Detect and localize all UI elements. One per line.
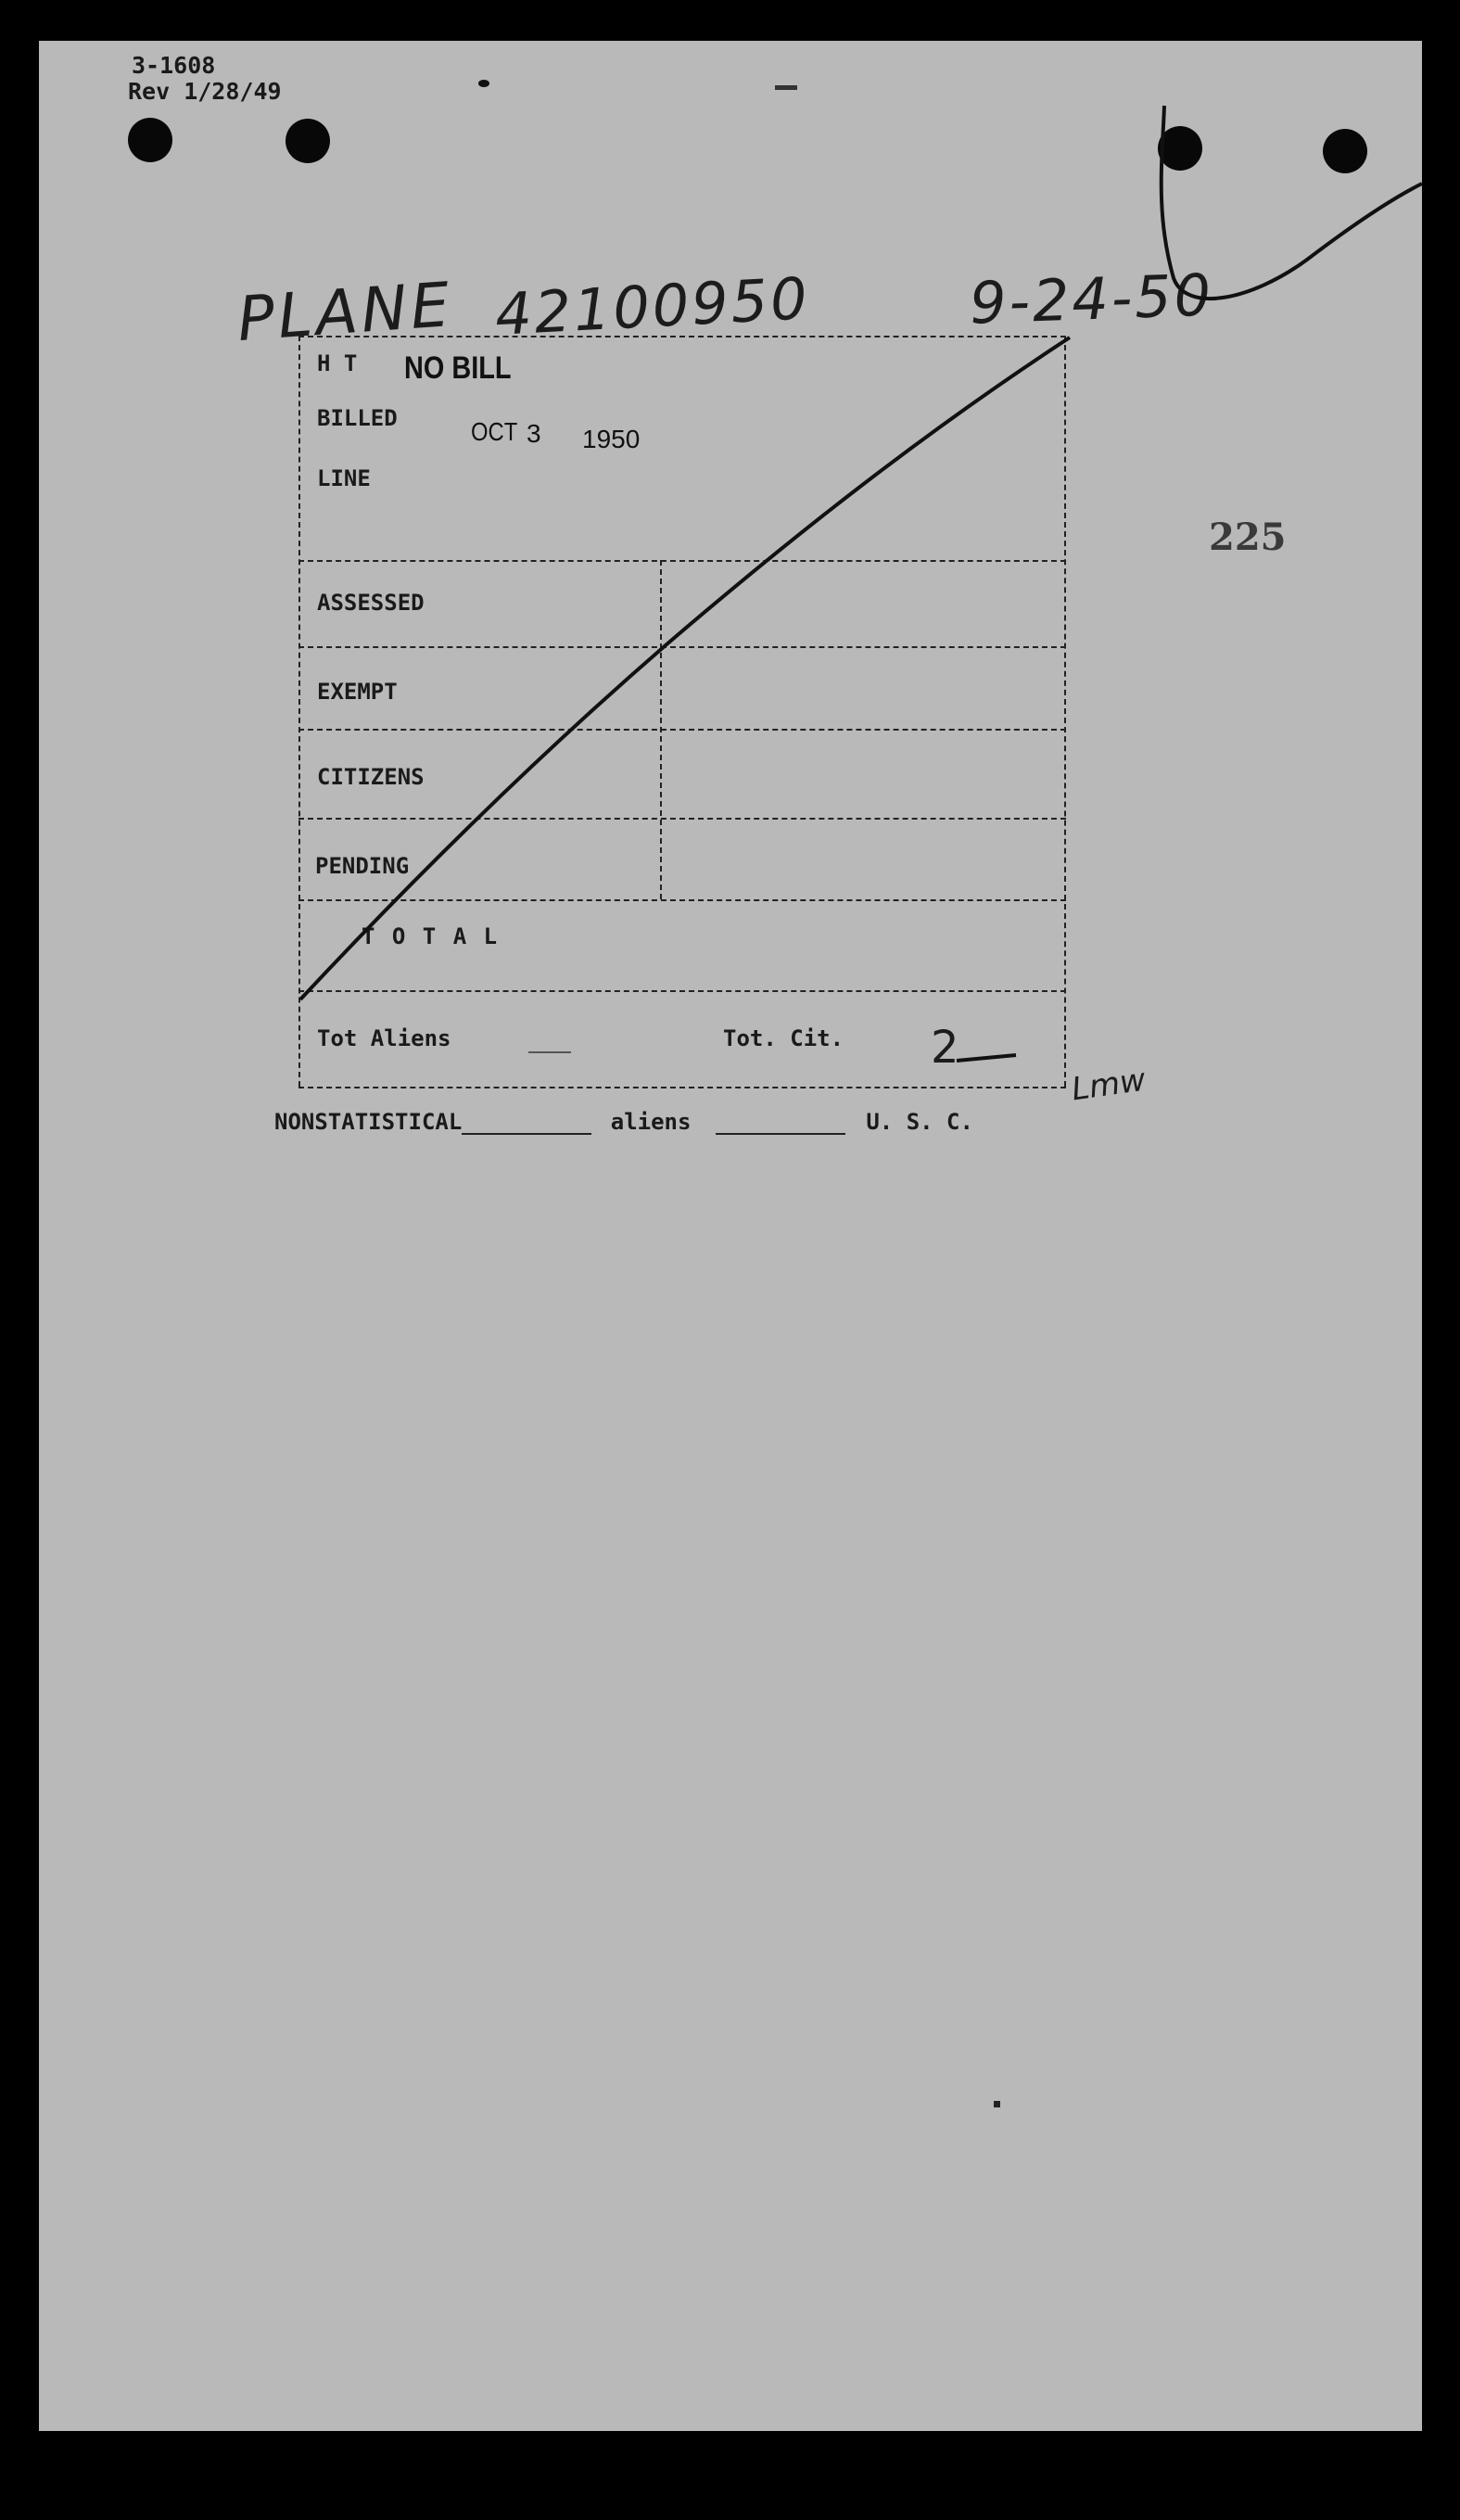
header-handwritten-number: 42100950 bbox=[493, 264, 812, 349]
stamp-date-year: 1950 bbox=[582, 425, 641, 453]
label-tot-aliens: Tot Aliens bbox=[317, 1025, 451, 1051]
label-billed: BILLED bbox=[317, 405, 398, 431]
label-ht: H T bbox=[317, 350, 358, 376]
footer-line bbox=[274, 1109, 973, 1135]
footer-blank-2 bbox=[716, 1113, 845, 1135]
handwritten-initials: Lmw bbox=[1069, 1061, 1149, 1109]
label-tot-cit: Tot. Cit. bbox=[723, 1025, 844, 1051]
tot-cit-underline bbox=[955, 1053, 1020, 1063]
punch-hole bbox=[128, 118, 172, 162]
footer-aliens: aliens bbox=[610, 1109, 692, 1135]
tot-cit-value: 2 bbox=[931, 1022, 959, 1074]
footer-nonstatistical: NONSTATISTICAL bbox=[274, 1109, 463, 1135]
label-exempt: EXEMPT bbox=[317, 679, 398, 705]
label-line: LINE bbox=[317, 465, 371, 491]
speck bbox=[775, 85, 797, 90]
label-pending: PENDING bbox=[315, 853, 410, 879]
stamp-date-day: 3 bbox=[527, 419, 541, 448]
footer-usc: U. S. C. bbox=[866, 1109, 973, 1135]
form-revision: Rev 1/28/49 bbox=[128, 78, 282, 105]
stamp-no-bill: NO BILL bbox=[404, 350, 512, 386]
label-total: T O T A L bbox=[362, 923, 500, 949]
header-handwritten-plane: PLANE bbox=[235, 268, 456, 356]
diagonal-cancel-line bbox=[295, 330, 1073, 1007]
handwritten-curve-mark bbox=[1149, 102, 1428, 315]
label-assessed: ASSESSED bbox=[317, 590, 425, 616]
speck bbox=[478, 80, 489, 87]
tot-aliens-dash bbox=[528, 1051, 571, 1053]
table-border-bottom bbox=[298, 1087, 1066, 1088]
punch-hole bbox=[286, 119, 330, 163]
stamp-date-month: OCT bbox=[471, 417, 518, 446]
form-number: 3-1608 bbox=[132, 52, 216, 79]
speck bbox=[994, 2101, 1000, 2107]
footer-blank-1 bbox=[462, 1113, 591, 1135]
label-citizens: CITIZENS bbox=[317, 764, 425, 790]
header-handwritten-date: 9-24-50 bbox=[968, 261, 1215, 337]
page-number: 225 bbox=[1209, 515, 1287, 559]
